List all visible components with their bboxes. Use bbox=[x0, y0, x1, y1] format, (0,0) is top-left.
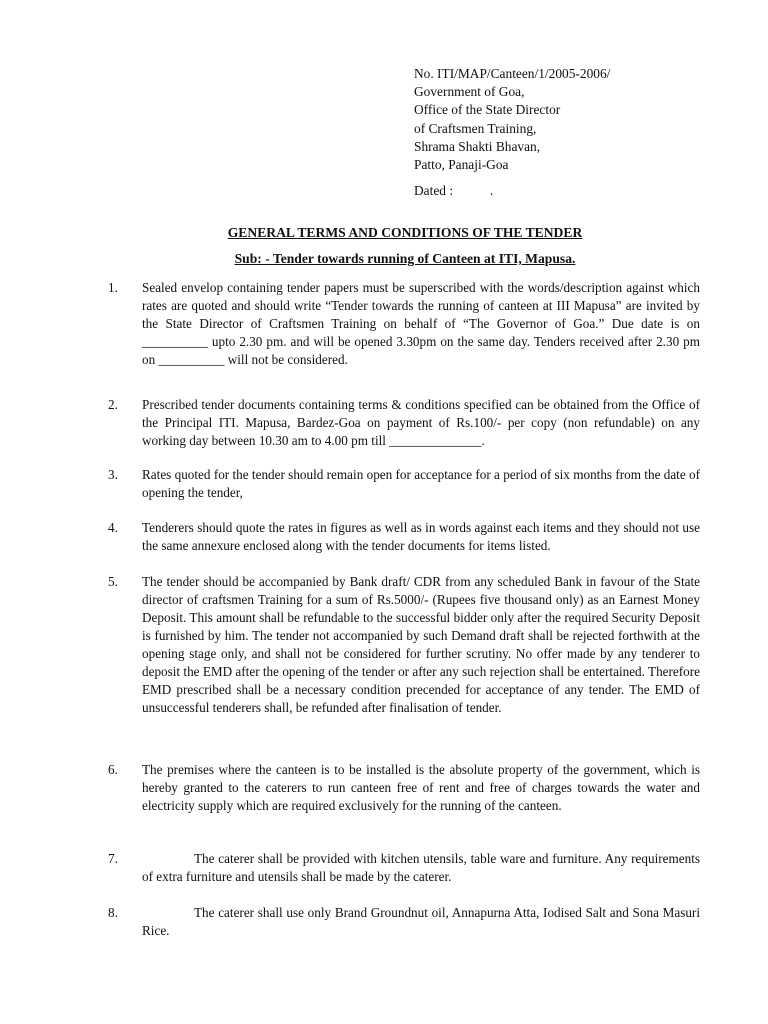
item-number: 1. bbox=[108, 280, 118, 295]
item-number: 4. bbox=[108, 520, 118, 535]
item-number: 6. bbox=[108, 762, 118, 777]
reference-number: No. ITI/MAP/Canteen/1/2005-2006/ bbox=[414, 66, 611, 81]
item-text: The tender should be accompanied by Bank draft/ CDR from any scheduled Bank in favour of the State director of craftsmen Training for a sum of Rs.5000/- (Rupees five thousand only) as an Earnest Money Deposit. This amount shall be refundable to the successful bidder only after the required Security Deposit is furnished by him. The tender not accompanied by such Demand draft shall be rejected forthwith at the opening stage only, and shall not be considered for further scrutiny. No offer made by any tenderer to deposit the EMD after the opening of the tender or after any such rejection shall be entertained. Therefore EMD prescribed shall be a necessary condition precended for acceptance of any tender. The EMD of unsuccessful tenderers shall, be refunded after finalisation of tender. bbox=[142, 574, 700, 715]
address-line: of Craftsmen Training, bbox=[414, 120, 537, 136]
document-title: GENERAL TERMS AND CONDITIONS OF THE TENDER bbox=[227, 225, 583, 240]
address-line: Government of Goa, bbox=[414, 84, 525, 100]
item-text: Tenderers should quote the rates in figures as well as in words against each items and they should not use the same annexure enclosed along with the tender documents for items listed. bbox=[142, 520, 700, 553]
item-number: 5. bbox=[108, 574, 118, 589]
item-text: Prescribed tender documents containing terms & conditions specified can be obtained from the Office of the Principal ITI. Mapusa, Bardez-Goa on payment of Rs.100/- per copy (non refundable) on any working day between 10.30 am to 4.00 pm till ______________. bbox=[142, 397, 700, 448]
item-text: The premises where the canteen is to be installed is the absolute property of the government, which is hereby granted to the caterers to run canteen free of rent and free of charges towards the water and electricity supply which are required exclusively for the running of the canteen. bbox=[142, 762, 700, 813]
address-line: Patto, Panaji-Goa bbox=[414, 157, 509, 173]
item-text: Rates quoted for the tender should remain open for acceptance for a period of six months from the date of opening the tender, bbox=[142, 467, 700, 500]
dated-line: Dated : . bbox=[414, 183, 494, 199]
address-line: Shrama Shakti Bhavan, bbox=[414, 138, 541, 154]
item-number: 2. bbox=[108, 397, 118, 412]
address-line: Office of the State Director bbox=[414, 102, 561, 118]
item-text: The caterer shall be provided with kitchen utensils, table ware and furniture. Any requirements of extra furniture and utensils shall be made by the caterer. bbox=[142, 851, 700, 884]
item-number: 8. bbox=[108, 905, 118, 920]
item-text: Sealed envelop containing tender papers must be superscribed with the words/description against which rates are quoted and should write “Tender towards the running of canteen at III Mapusa” are invited by the State Director of Craftsmen Training on behalf of “The Governor of Goa.” Due date is on __________ upto 2.30 pm. and will be opened 3.30pm on the same day. Tenders received after 2.30 pm on __________ will not be considered. bbox=[142, 280, 700, 367]
item-text: The caterer shall use only Brand Groundnut oil, Annapurna Atta, Iodised Salt and Sona Masuri Rice. bbox=[142, 905, 700, 938]
document-subject: Sub: - Tender towards running of Canteen at ITI, Mapusa. bbox=[234, 251, 576, 266]
item-number: 7. bbox=[108, 851, 118, 866]
item-number: 3. bbox=[108, 467, 118, 482]
